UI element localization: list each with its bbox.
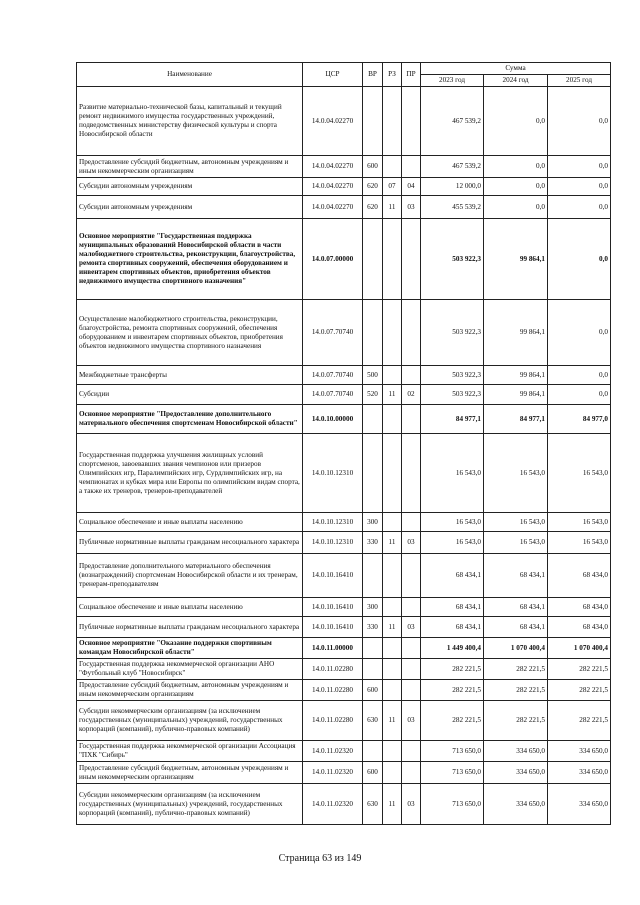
row-vr: 630 xyxy=(363,784,383,825)
table-row xyxy=(77,741,611,762)
row-code: 14.0.11.02320 xyxy=(303,741,363,762)
row-code: 14.0.11.02320 xyxy=(303,784,363,825)
row-sum-2023: 16 543,0 xyxy=(421,434,484,513)
row-rz xyxy=(383,513,402,532)
row-rz: 11 xyxy=(383,784,402,825)
row-sum-2024: 282 221,5 xyxy=(484,680,548,701)
row-code: 14.0.07.00000 xyxy=(303,219,363,300)
row-sum-2024: 16 543,0 xyxy=(484,532,548,554)
row-vr: 620 xyxy=(363,196,383,219)
row-sum-2025: 0,0 xyxy=(548,385,611,405)
row-sum-2024: 99 864,1 xyxy=(484,385,548,405)
row-sum-2023: 16 543,0 xyxy=(421,532,484,554)
row-name: Осуществление малобюджетного строительства, реконструкции, благоустройства, ремонта спортивных сооружений, обеспечения оборудованием и инвентарем спортивных объектов, приобретения объектов недвижимого имущества спортивного назначения xyxy=(77,300,303,366)
header-year-2023: 2023 год xyxy=(421,75,484,87)
row-sum-2025: 16 543,0 xyxy=(548,513,611,532)
row-name: Государственная поддержка улучшения жилищных условий спортсменов, завоевавших звания чемпионов или призеров Олимпийских игр, Паралимпийских игр, Сурдлимпийских игр, на чемпионатах и кубках мира или Европы по олимпийским видам спорта, а также их тренеров, тренеров-преподавателей xyxy=(77,434,303,513)
row-sum-2023: 713 650,0 xyxy=(421,784,484,825)
row-rz xyxy=(383,741,402,762)
row-sum-2023: 68 434,1 xyxy=(421,554,484,598)
row-code: 14.0.07.70740 xyxy=(303,366,363,385)
row-pr: 03 xyxy=(402,617,421,638)
row-rz xyxy=(383,300,402,366)
row-rz xyxy=(383,434,402,513)
header-name: Наименование xyxy=(77,63,303,87)
header-year-2025: 2025 год xyxy=(548,75,611,87)
row-pr xyxy=(402,513,421,532)
row-sum-2023: 1 449 400,4 xyxy=(421,638,484,659)
row-vr xyxy=(363,434,383,513)
row-sum-2025: 0,0 xyxy=(548,178,611,196)
row-code: 14.0.10.00000 xyxy=(303,405,363,434)
page-number: Страница 63 из 149 xyxy=(278,853,362,864)
row-name: Предоставление субсидий бюджетным, автономным учреждениям и иным некоммерческим организациям xyxy=(77,762,303,784)
row-pr xyxy=(402,366,421,385)
row-sum-2024: 282 221,5 xyxy=(484,701,548,741)
row-vr: 600 xyxy=(363,680,383,701)
row-sum-2025: 68 434,0 xyxy=(548,617,611,638)
row-name: Предоставление субсидий бюджетным, автономным учреждениям и иным некоммерческим организациям xyxy=(77,156,303,178)
row-sum-2023: 68 434,1 xyxy=(421,598,484,617)
row-pr xyxy=(402,680,421,701)
row-rz xyxy=(383,598,402,617)
row-name: Субсидии автономным учреждениям xyxy=(77,178,303,196)
row-sum-2025: 334 650,0 xyxy=(548,762,611,784)
row-vr: 300 xyxy=(363,513,383,532)
row-pr: 03 xyxy=(402,532,421,554)
row-sum-2025: 282 221,5 xyxy=(548,680,611,701)
table-body xyxy=(77,87,611,825)
row-pr: 03 xyxy=(402,701,421,741)
row-sum-2024: 84 977,1 xyxy=(484,405,548,434)
row-name: Государственная поддержка некоммерческой организации АНО "Футбольный клуб "Новосибирск" xyxy=(77,659,303,680)
row-sum-2024: 16 543,0 xyxy=(484,513,548,532)
row-sum-2025: 68 434,0 xyxy=(548,598,611,617)
row-vr: 330 xyxy=(363,532,383,554)
row-sum-2023: 503 922,3 xyxy=(421,385,484,405)
table-row xyxy=(77,701,611,741)
row-sum-2024: 334 650,0 xyxy=(484,784,548,825)
row-sum-2023: 455 539,2 xyxy=(421,196,484,219)
row-sum-2023: 503 922,3 xyxy=(421,366,484,385)
table-row xyxy=(77,513,611,532)
row-vr xyxy=(363,659,383,680)
row-vr: 520 xyxy=(363,385,383,405)
row-sum-2025: 0,0 xyxy=(548,196,611,219)
row-sum-2025: 0,0 xyxy=(548,87,611,156)
row-vr xyxy=(363,219,383,300)
row-sum-2025: 16 543,0 xyxy=(548,434,611,513)
row-sum-2023: 282 221,5 xyxy=(421,680,484,701)
row-sum-2024: 0,0 xyxy=(484,156,548,178)
row-code: 14.0.04.02270 xyxy=(303,196,363,219)
row-code: 14.0.11.02320 xyxy=(303,762,363,784)
row-name: Публичные нормативные выплаты гражданам несоциального характера xyxy=(77,617,303,638)
row-code: 14.0.04.02270 xyxy=(303,87,363,156)
table-row xyxy=(77,762,611,784)
row-code: 14.0.04.02270 xyxy=(303,178,363,196)
row-rz: 11 xyxy=(383,385,402,405)
row-rz xyxy=(383,219,402,300)
row-pr xyxy=(402,598,421,617)
row-pr: 03 xyxy=(402,784,421,825)
row-sum-2023: 467 539,2 xyxy=(421,87,484,156)
row-name: Публичные нормативные выплаты гражданам несоциального характера xyxy=(77,532,303,554)
row-sum-2023: 713 650,0 xyxy=(421,741,484,762)
row-code: 14.0.11.02280 xyxy=(303,680,363,701)
row-sum-2023: 282 221,5 xyxy=(421,659,484,680)
header-year-2024: 2024 год xyxy=(484,75,548,87)
row-sum-2025: 0,0 xyxy=(548,366,611,385)
row-sum-2024: 16 543,0 xyxy=(484,434,548,513)
row-name: Субсидии xyxy=(77,385,303,405)
row-sum-2025: 16 543,0 xyxy=(548,532,611,554)
row-vr xyxy=(363,638,383,659)
row-sum-2024: 0,0 xyxy=(484,196,548,219)
row-rz: 07 xyxy=(383,178,402,196)
row-pr: 02 xyxy=(402,385,421,405)
row-rz xyxy=(383,762,402,784)
row-pr xyxy=(402,638,421,659)
row-name: Предоставление дополнительного материального обеспечения (вознаграждений) спортсменам Новосибирской области и их тренерам, тренерам-преподавателям xyxy=(77,554,303,598)
table-row xyxy=(77,300,611,366)
table-row xyxy=(77,87,611,156)
table-row xyxy=(77,680,611,701)
table-row xyxy=(77,196,611,219)
table-row xyxy=(77,366,611,385)
row-sum-2024: 68 434,1 xyxy=(484,554,548,598)
row-pr xyxy=(402,87,421,156)
row-pr xyxy=(402,741,421,762)
row-rz xyxy=(383,87,402,156)
header-pr: ПР xyxy=(402,63,421,87)
header-sum: Сумма xyxy=(421,63,611,75)
row-sum-2023: 12 000,0 xyxy=(421,178,484,196)
row-pr xyxy=(402,434,421,513)
row-rz xyxy=(383,638,402,659)
row-rz xyxy=(383,366,402,385)
row-pr xyxy=(402,156,421,178)
table-row xyxy=(77,219,611,300)
row-pr xyxy=(402,300,421,366)
row-sum-2025: 0,0 xyxy=(548,156,611,178)
row-vr: 600 xyxy=(363,156,383,178)
row-pr xyxy=(402,554,421,598)
row-code: 14.0.10.16410 xyxy=(303,598,363,617)
row-vr xyxy=(363,554,383,598)
row-vr: 300 xyxy=(363,598,383,617)
table-row xyxy=(77,178,611,196)
table-row xyxy=(77,532,611,554)
row-sum-2025: 334 650,0 xyxy=(548,741,611,762)
row-sum-2025: 0,0 xyxy=(548,219,611,300)
row-sum-2024: 0,0 xyxy=(484,178,548,196)
table-row xyxy=(77,659,611,680)
row-sum-2025: 68 434,0 xyxy=(548,554,611,598)
row-name: Развитие материально-технической базы, капитальный и текущий ремонт недвижимого имущества государственных учреждений, подведомственных министерству физической культуры и спорта Новосибирской области xyxy=(77,87,303,156)
header-rz: РЗ xyxy=(383,63,402,87)
row-sum-2024: 1 070 400,4 xyxy=(484,638,548,659)
row-name: Социальное обеспечение и иные выплаты населению xyxy=(77,598,303,617)
row-rz: 11 xyxy=(383,617,402,638)
row-name: Основное мероприятие "Государственная поддержка муниципальных образований Новосибирской области в части малобюджетного строительства, реконструкции, благоустройства, ремонта спортивных сооружений, обеспечения оборудованием и инвентарем спортивных объектов, приобретения объектов недвижимого имущества спортивного назначения" xyxy=(77,219,303,300)
row-name: Межбюджетные трансферты xyxy=(77,366,303,385)
row-vr xyxy=(363,300,383,366)
row-code: 14.0.11.00000 xyxy=(303,638,363,659)
table-row xyxy=(77,434,611,513)
row-rz xyxy=(383,156,402,178)
row-sum-2025: 282 221,5 xyxy=(548,701,611,741)
row-sum-2023: 467 539,2 xyxy=(421,156,484,178)
table-row xyxy=(77,405,611,434)
budget-table xyxy=(76,62,611,825)
row-code: 14.0.10.16410 xyxy=(303,554,363,598)
table-row xyxy=(77,598,611,617)
row-vr: 600 xyxy=(363,762,383,784)
row-pr xyxy=(402,659,421,680)
row-sum-2023: 84 977,1 xyxy=(421,405,484,434)
row-vr: 620 xyxy=(363,178,383,196)
header-csr: ЦСР xyxy=(303,63,363,87)
row-code: 14.0.04.02270 xyxy=(303,156,363,178)
row-code: 14.0.07.70740 xyxy=(303,300,363,366)
row-vr xyxy=(363,741,383,762)
row-vr: 500 xyxy=(363,366,383,385)
row-code: 14.0.11.02280 xyxy=(303,659,363,680)
row-sum-2024: 0,0 xyxy=(484,87,548,156)
row-sum-2025: 0,0 xyxy=(548,300,611,366)
row-sum-2025: 84 977,0 xyxy=(548,405,611,434)
row-pr: 04 xyxy=(402,178,421,196)
row-sum-2024: 99 864,1 xyxy=(484,300,548,366)
row-vr: 630 xyxy=(363,701,383,741)
row-code: 14.0.11.02280 xyxy=(303,701,363,741)
row-sum-2025: 1 070 400,4 xyxy=(548,638,611,659)
table-row xyxy=(77,638,611,659)
row-name: Государственная поддержка некоммерческой организации Ассоциация "ПХК "Сибирь" xyxy=(77,741,303,762)
row-sum-2023: 282 221,5 xyxy=(421,701,484,741)
row-sum-2024: 334 650,0 xyxy=(484,741,548,762)
row-sum-2023: 713 650,0 xyxy=(421,762,484,784)
row-vr: 330 xyxy=(363,617,383,638)
row-sum-2024: 68 434,1 xyxy=(484,598,548,617)
row-vr xyxy=(363,405,383,434)
row-rz xyxy=(383,659,402,680)
row-rz: 11 xyxy=(383,532,402,554)
row-rz: 11 xyxy=(383,701,402,741)
row-code: 14.0.10.16410 xyxy=(303,617,363,638)
table-row xyxy=(77,385,611,405)
row-code: 14.0.10.12310 xyxy=(303,532,363,554)
row-code: 14.0.10.12310 xyxy=(303,434,363,513)
table-row xyxy=(77,617,611,638)
row-name: Основное мероприятие "Оказание поддержки спортивным командам Новосибирской области" xyxy=(77,638,303,659)
row-rz xyxy=(383,554,402,598)
header-vr: ВР xyxy=(363,63,383,87)
row-name: Субсидии некоммерческим организациям (за исключением государственных (муниципальных) учреждений, государственных корпораций (компаний), публично-правовых компаний) xyxy=(77,784,303,825)
row-sum-2025: 282 221,5 xyxy=(548,659,611,680)
row-vr xyxy=(363,87,383,156)
row-code: 14.0.07.70740 xyxy=(303,385,363,405)
table-row xyxy=(77,156,611,178)
row-name: Основное мероприятие "Предоставление дополнительного материального обеспечения спортсменам Новосибирской области" xyxy=(77,405,303,434)
row-sum-2024: 99 864,1 xyxy=(484,366,548,385)
table-row xyxy=(77,784,611,825)
row-sum-2024: 99 864,1 xyxy=(484,219,548,300)
row-rz xyxy=(383,680,402,701)
row-sum-2024: 68 434,1 xyxy=(484,617,548,638)
row-sum-2023: 503 922,3 xyxy=(421,300,484,366)
row-rz xyxy=(383,405,402,434)
row-pr xyxy=(402,219,421,300)
row-pr xyxy=(402,762,421,784)
row-sum-2023: 16 543,0 xyxy=(421,513,484,532)
row-rz: 11 xyxy=(383,196,402,219)
row-pr xyxy=(402,405,421,434)
row-name: Предоставление субсидий бюджетным, автономным учреждениям и иным некоммерческим организациям xyxy=(77,680,303,701)
row-name: Социальное обеспечение и иные выплаты населению xyxy=(77,513,303,532)
row-name: Субсидии автономным учреждениям xyxy=(77,196,303,219)
table-row xyxy=(77,554,611,598)
row-pr: 03 xyxy=(402,196,421,219)
row-code: 14.0.10.12310 xyxy=(303,513,363,532)
row-sum-2024: 334 650,0 xyxy=(484,762,548,784)
row-name: Субсидии некоммерческим организациям (за исключением государственных (муниципальных) учреждений, государственных корпораций (компаний), публично-правовых компаний) xyxy=(77,701,303,741)
row-sum-2023: 503 922,3 xyxy=(421,219,484,300)
row-sum-2023: 68 434,1 xyxy=(421,617,484,638)
row-sum-2024: 282 221,5 xyxy=(484,659,548,680)
row-sum-2025: 334 650,0 xyxy=(548,784,611,825)
